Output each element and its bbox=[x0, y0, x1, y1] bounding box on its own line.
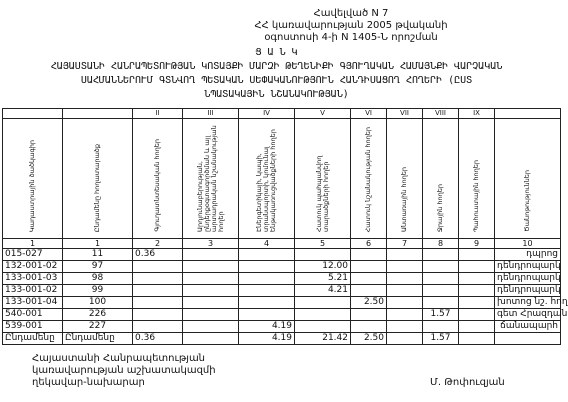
column-header: Ջրային հողեր bbox=[423, 119, 459, 239]
column-header: Հատուկ պահպանվող տարածքների հողեր bbox=[295, 119, 351, 239]
header-line: ՀՀ կառավարության 2005 թվականի bbox=[254, 20, 448, 31]
table-cell bbox=[183, 261, 239, 273]
table-cell bbox=[183, 273, 239, 285]
table-cell: 99 bbox=[63, 285, 133, 297]
total-cell: 21.42 bbox=[295, 333, 351, 345]
header-line: Հավելված N 7 bbox=[313, 8, 389, 19]
table-cell: դպրոց bbox=[495, 249, 561, 261]
table-cell bbox=[351, 273, 387, 285]
table-cell: 97 bbox=[63, 261, 133, 273]
total-cell: Ընդամենը bbox=[3, 333, 63, 345]
table-cell bbox=[239, 297, 295, 309]
table-row bbox=[3, 297, 561, 309]
table-cell bbox=[459, 273, 495, 285]
table-cell bbox=[459, 261, 495, 273]
column-number: 10 bbox=[495, 239, 561, 249]
table-cell bbox=[295, 309, 351, 321]
table-row bbox=[3, 273, 561, 285]
signature-name: Մ. Թոփուզյան bbox=[430, 377, 505, 388]
roman-cell: VIII bbox=[423, 109, 459, 119]
table-cell bbox=[133, 285, 183, 297]
table-cell bbox=[133, 273, 183, 285]
table-cell bbox=[423, 273, 459, 285]
footer-line: ղեկավար-նախարար bbox=[32, 377, 145, 388]
table-cell bbox=[295, 321, 351, 333]
table-cell: 98 bbox=[63, 273, 133, 285]
column-number: 8 bbox=[423, 239, 459, 249]
table-cell bbox=[239, 309, 295, 321]
column-header: Էներգետիկայի, կապի, տրանսպորտի, կոմունալ ենթակառուցվածքների հողեր bbox=[239, 119, 295, 239]
table-cell: գետ Հրազդան bbox=[495, 309, 561, 321]
table-cell: 133-001-04 bbox=[3, 297, 63, 309]
table-cell bbox=[423, 321, 459, 333]
title-word: Ց Ա Ն Կ bbox=[255, 47, 298, 58]
table-cell bbox=[459, 309, 495, 321]
roman-cell: II bbox=[133, 109, 183, 119]
table-cell: 133-001-02 bbox=[3, 285, 63, 297]
table-cell bbox=[351, 261, 387, 273]
total-cell: 2.50 bbox=[351, 333, 387, 345]
land-table bbox=[2, 108, 568, 345]
table-cell: 133-001-03 bbox=[3, 273, 63, 285]
table-cell: 227 bbox=[63, 321, 133, 333]
roman-cell: VII bbox=[387, 109, 423, 119]
footer-line: Հայաստանի Հանրապետության bbox=[32, 353, 206, 364]
footer-line: կառավարության աշխատակազմի bbox=[32, 365, 216, 376]
table-cell bbox=[387, 285, 423, 297]
table-cell bbox=[133, 321, 183, 333]
table-cell bbox=[387, 261, 423, 273]
table-cell: 0.36 bbox=[133, 249, 183, 261]
total-cell bbox=[459, 333, 495, 345]
table-cell bbox=[133, 261, 183, 273]
roman-cell: VI bbox=[351, 109, 387, 119]
table-cell: 132-001-02 bbox=[3, 261, 63, 273]
table-body bbox=[3, 249, 568, 333]
column-number-row bbox=[3, 239, 561, 249]
table-cell bbox=[387, 321, 423, 333]
table-cell: 2.50 bbox=[351, 297, 387, 309]
table-row bbox=[3, 321, 561, 333]
table-cell bbox=[423, 297, 459, 309]
column-header: Գյուղատնտեսական հողեր bbox=[133, 119, 183, 239]
table-cell: դենդրոպարկ bbox=[495, 261, 561, 273]
header-row bbox=[3, 119, 561, 239]
table-cell: դենդրոպարկ bbox=[495, 285, 561, 297]
total-cell: Ընդամենը bbox=[63, 333, 133, 345]
table-cell: 11 bbox=[63, 249, 133, 261]
table-cell bbox=[459, 249, 495, 261]
total-cell bbox=[495, 333, 561, 345]
table-row bbox=[3, 261, 561, 273]
table-cell: 539-001 bbox=[3, 321, 63, 333]
table-row bbox=[3, 285, 561, 297]
column-number: 6 bbox=[351, 239, 387, 249]
table-cell bbox=[423, 249, 459, 261]
roman-cell bbox=[495, 109, 561, 119]
roman-cell: III bbox=[183, 109, 239, 119]
header-line: օգոստոսի 4-ի N 1405-Ն որոշման bbox=[264, 32, 438, 43]
column-header: Ծանոթություններ bbox=[495, 119, 561, 239]
column-number: 7 bbox=[387, 239, 423, 249]
column-number: 2 bbox=[133, 239, 183, 249]
table-cell bbox=[459, 321, 495, 333]
title-line: ՀԱՅԱՍՏԱՆԻ ՀԱՆՐԱՊԵՏՈՒԹՅԱՆ ԿՈՏԱՅՔԻ ՄԱՐԶԻ ԹԵՂԵՆԻՔԻ ԳՅՈՒՂԱԿԱՆ ՀԱՄԱՅՆՔԻ ՎԱՐՉԱԿԱՆ bbox=[50, 61, 503, 72]
table-cell bbox=[459, 297, 495, 309]
table-row bbox=[3, 309, 561, 321]
table-cell: 540-001 bbox=[3, 309, 63, 321]
column-number: 3 bbox=[183, 239, 239, 249]
title-line: ՍԱՀՄԱՆՆԵՐՈՒՄ ԳՏՆՎՈՂ ՊԵՏԱԿԱՆ ՍԵՓԱԿԱՆՈՒԹՅՈՒՆ ՀԱՆԴԻՍԱՑՈՂ ՀՈՂԵՐԻ (ԸՍՏ bbox=[80, 75, 473, 86]
roman-cell: IX bbox=[459, 109, 495, 119]
column-header: Հատուկ նշանակության հողեր bbox=[351, 119, 387, 239]
table-cell: 4.21 bbox=[295, 285, 351, 297]
table-cell bbox=[239, 285, 295, 297]
table-cell: 1.57 bbox=[423, 309, 459, 321]
table-cell bbox=[351, 285, 387, 297]
table-cell bbox=[183, 321, 239, 333]
table-cell bbox=[183, 249, 239, 261]
table-row bbox=[3, 249, 561, 261]
table-cell bbox=[239, 273, 295, 285]
total-cell bbox=[183, 333, 239, 345]
table-cell: դենդրոպարկ bbox=[495, 273, 561, 285]
table-cell bbox=[183, 297, 239, 309]
table-cell: 100 bbox=[63, 297, 133, 309]
column-number: 1 bbox=[3, 239, 63, 249]
total-row bbox=[3, 333, 561, 345]
table-cell: 12.00 bbox=[295, 261, 351, 273]
column-number: 9 bbox=[459, 239, 495, 249]
table-cell: 015-027 bbox=[3, 249, 63, 261]
column-number: 5 bbox=[295, 239, 351, 249]
table-cell bbox=[133, 297, 183, 309]
table-cell bbox=[387, 297, 423, 309]
table-cell bbox=[351, 249, 387, 261]
table-cell: խոտոց նշ. հող bbox=[495, 297, 561, 309]
table-cell: 4.19 bbox=[239, 321, 295, 333]
table-cell bbox=[239, 261, 295, 273]
table-cell bbox=[387, 309, 423, 321]
table-cell: ճանապարհ bbox=[495, 321, 561, 333]
footer-block bbox=[32, 353, 216, 389]
table-cell bbox=[183, 285, 239, 297]
column-number: 1 bbox=[63, 239, 133, 249]
table-cell bbox=[387, 249, 423, 261]
table-cell bbox=[133, 309, 183, 321]
table-cell bbox=[183, 309, 239, 321]
table-cell bbox=[239, 249, 295, 261]
total-cell bbox=[387, 333, 423, 345]
table-cell: 5.21 bbox=[295, 273, 351, 285]
column-header: Պահուստային հողեր bbox=[459, 119, 495, 239]
roman-cell bbox=[3, 109, 63, 119]
table-cell bbox=[423, 285, 459, 297]
column-header: Արդյունաբերության, ընդերքօգտագործման և այլ արտադրական նշանակության հողեր bbox=[183, 119, 239, 239]
total-cell: 0.36 bbox=[133, 333, 183, 345]
table-cell bbox=[295, 249, 351, 261]
column-number: 4 bbox=[239, 239, 295, 249]
table-cell bbox=[295, 297, 351, 309]
column-header: Ընդամենը հողատարածք bbox=[63, 119, 133, 239]
total-cell: 1.57 bbox=[423, 333, 459, 345]
title-line: ՆՊԱՏԱԿԱՅԻՆ ՆՇԱՆԱԿՈՒԹՅԱՆ) bbox=[204, 89, 349, 100]
table-cell bbox=[351, 321, 387, 333]
table-cell bbox=[387, 273, 423, 285]
table-cell bbox=[459, 285, 495, 297]
roman-row bbox=[3, 109, 561, 119]
table-cell: 226 bbox=[63, 309, 133, 321]
column-header: Անտառային հողեր bbox=[387, 119, 423, 239]
column-header: Կադաստրային ծածկագիր bbox=[3, 119, 63, 239]
document-header bbox=[231, 8, 471, 44]
roman-cell: IV bbox=[239, 109, 295, 119]
roman-cell bbox=[63, 109, 133, 119]
table-cell bbox=[423, 261, 459, 273]
roman-cell: V bbox=[295, 109, 351, 119]
table-cell bbox=[351, 309, 387, 321]
total-cell: 4.19 bbox=[239, 333, 295, 345]
